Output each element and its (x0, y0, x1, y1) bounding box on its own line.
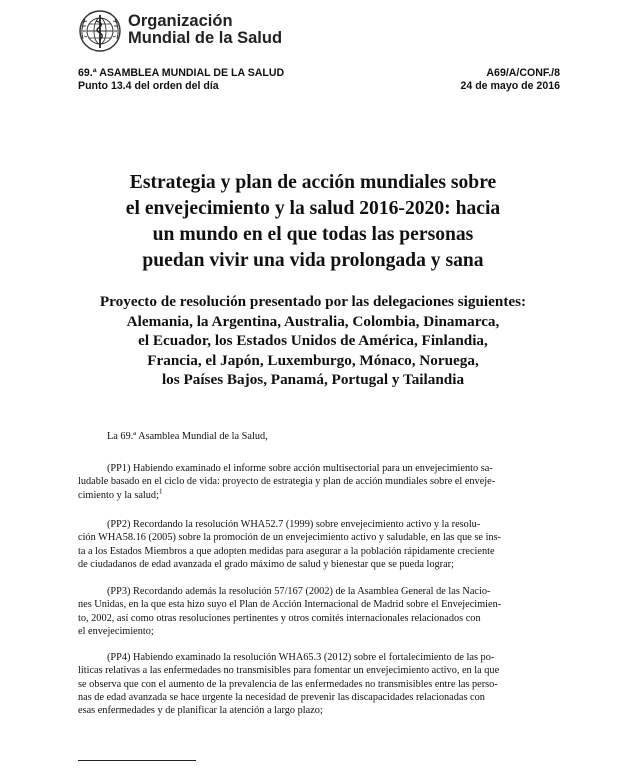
who-emblem-icon (78, 9, 122, 53)
document-subtitle (70, 292, 556, 390)
header-right (460, 67, 560, 93)
intro-paragraph (78, 430, 560, 443)
org-name (128, 13, 282, 47)
pp1-line: (PP1) Habiendo examinado el informe sobre acción multisectorial para un envejecimiento sa- (107, 463, 493, 474)
subtitle-line: Francia, el Japón, Luxemburgo, Mónaco, Noruega, (147, 351, 479, 369)
document-code: A69/A/CONF./8 (486, 67, 560, 79)
intro-line: La 69.ª Asamblea Mundial de la Salud, (107, 431, 268, 442)
org-name-line1: Organización (128, 12, 233, 30)
who-logo (78, 9, 288, 57)
pp4-line: esas enfermedades y de planificar la atención a largo plazo; (78, 705, 323, 717)
header-left (78, 67, 284, 93)
pp1-line-last (78, 489, 560, 502)
title-line: Estrategia y plan de acción mundiales sobre (129, 172, 497, 193)
document-title (70, 170, 556, 274)
pp1-line-text: cimiento y la salud; (78, 489, 159, 501)
pp3-line: (PP3) Recordando además la resolución 57/167 (2002) de la Asamblea General de las Nacio- (107, 586, 491, 597)
pp3-line: el envejecimiento; (78, 625, 154, 637)
org-name-line2: Mundial de la Salud (128, 29, 283, 47)
pp2-line: de ciudadanos de edad avanzada el grado máximo de salud y bienestar que se pueda lograr; (78, 558, 454, 570)
pp2-line: (PP2) Recordando la resolución WHA52.7 (1999) sobre envejecimiento activo y la resolu- (107, 519, 481, 530)
paragraph-pp3 (78, 585, 560, 638)
pp2-line: ción WHA58.16 (2005) sobre la promoción de un envejecimiento activo y saludable, en las que se ins- (78, 532, 502, 544)
subtitle-line: los Países Bajos, Panamá, Portugal y Tailandia (161, 371, 465, 388)
pp4-line: se observa que con el aumento de la prevalencia de las enfermedades no transmisibles entre las perso- (78, 678, 498, 690)
pp2-line: ta a los Estados Miembros a que adopten medidas para asegurar a la población rápidamente creciente (78, 545, 495, 557)
document-date: 24 de mayo de 2016 (460, 80, 560, 92)
pp3-line: to, 2002, así como otras resoluciones pertinentes y otros comités internacionales relacionados con (78, 612, 481, 624)
paragraph-pp2 (78, 518, 560, 571)
pp3-line: nes Unidas, en la que esta hizo suyo el Plan de Acción Internacional de Madrid sobre el Envejecimien- (78, 599, 502, 611)
subtitle-line: el Ecuador, los Estados Unidos de América, Finlandia, (138, 332, 488, 349)
title-line: puedan vivir una vida prolongada y sana (142, 250, 484, 271)
title-line: el envejecimiento y la salud 2016-2020: hacia (125, 198, 501, 219)
paragraph-pp1 (78, 462, 560, 502)
subtitle-line: Alemania, la Argentina, Australia, Colombia, Dinamarca, (126, 312, 500, 330)
pp4-line: líticas relativas a las enfermedades no transmisibles para fomentar un envejecimiento activo, en la que (78, 665, 500, 677)
paragraph-pp4 (78, 651, 560, 717)
pp1-line: ludable basado en el ciclo de vida: proyecto de estrategia y plan de acción mundiales sobre el enveje- (78, 476, 496, 488)
pp4-line: (PP4) Habiendo examinado la resolución WHA65.3 (2012) sobre el fortalecimiento de las po- (107, 652, 495, 663)
title-line: un mundo en el que todas las personas (152, 224, 474, 245)
assembly-label: 69.ª ASAMBLEA MUNDIAL DE LA SALUD (78, 67, 285, 79)
pp4-line: nas de edad avanzada se hace urgente la necesidad de prevenir las discapacidades relacionadas con (78, 691, 485, 703)
agenda-item: Punto 13.4 del orden del día (78, 80, 219, 92)
subtitle-line: Proyecto de resolución presentado por las delegaciones siguientes: (99, 293, 527, 310)
footnote-marker[interactable]: 1 (158, 487, 163, 496)
footnote-divider (78, 760, 196, 761)
